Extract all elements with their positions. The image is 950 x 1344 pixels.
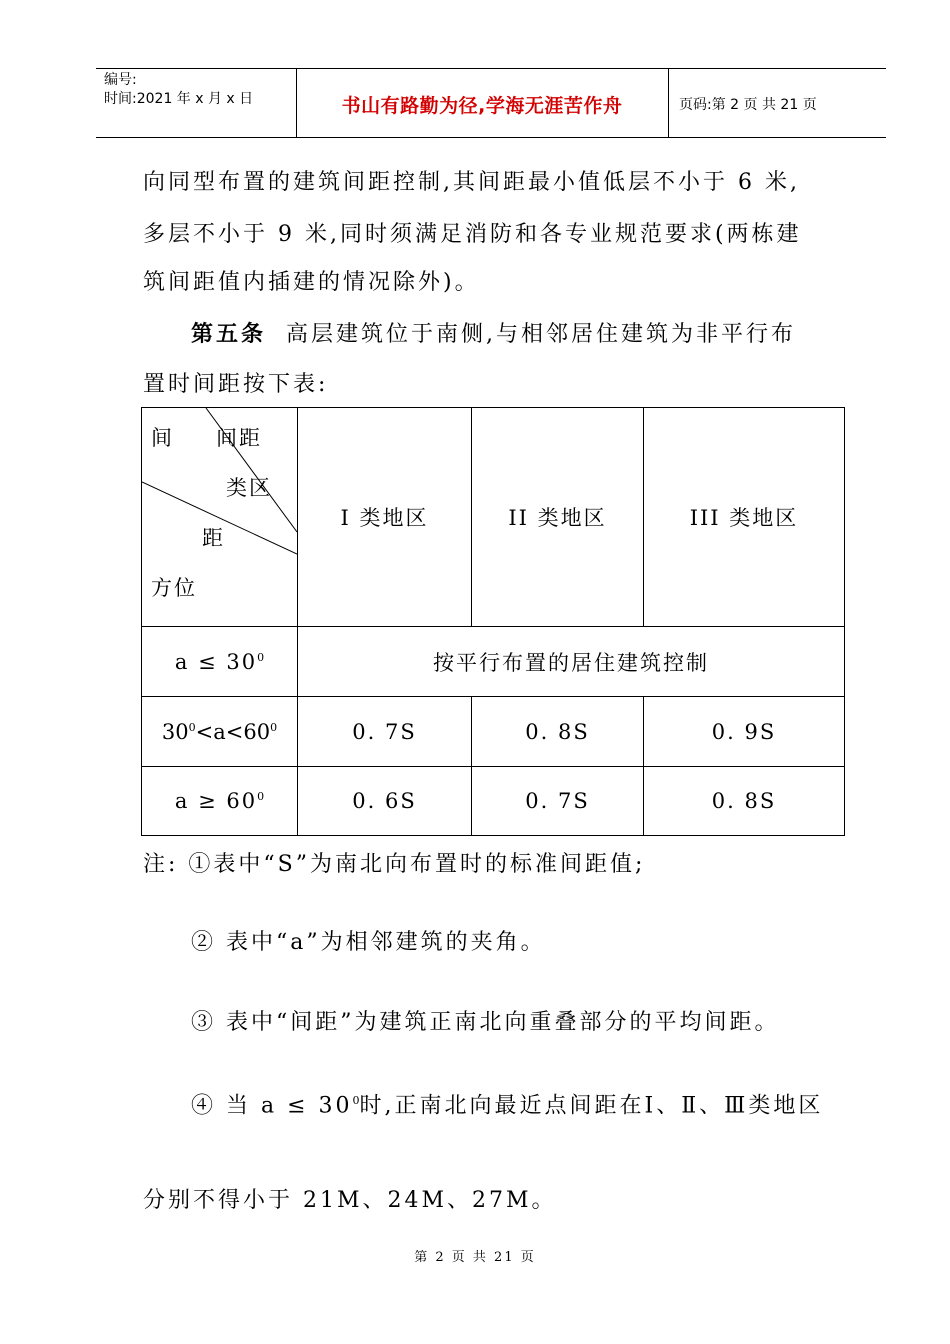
table-row: [142, 767, 845, 836]
row-label-text-post: <a<60: [195, 719, 271, 744]
note-1: 注: ①表中“S”为南北向布置时的标准间距值;: [143, 852, 646, 877]
header-cell-zone-2: II 类地区: [472, 408, 644, 627]
corner-text-mid: 距: [202, 526, 225, 550]
note-5: 分别不得小于 21M、24M、27M。: [143, 1188, 557, 1213]
row-label: [142, 697, 298, 767]
corner-text-top-right: 间距: [216, 426, 262, 450]
value-cell: 0. 7S: [298, 697, 472, 767]
spacing-table: [141, 407, 845, 836]
row-label-sup-2: 0: [270, 720, 278, 734]
header-number-label: 编号:: [104, 72, 137, 88]
article-title: 第五条: [191, 322, 267, 347]
table-row: [142, 627, 845, 697]
row-label-text: 30: [161, 719, 189, 744]
row-label: [142, 767, 298, 836]
paragraph-line-2: 多层不小于 9 米,同时须满足消防和各专业规范要求(两栋建: [143, 222, 802, 247]
header-motto: 书山有路勤为径,学海无涯苦作舟: [341, 95, 623, 117]
header-divider-right: [668, 69, 669, 137]
header-cell-zone-3: III 类地区: [644, 408, 845, 627]
table-header-row: [142, 408, 845, 627]
table-corner-cell: [142, 408, 298, 627]
paragraph-line-1: 向同型布置的建筑间距控制,其间距最小值低层不小于 6 米,: [143, 170, 800, 195]
note-4-sup: 0: [352, 1094, 360, 1107]
value-cell: 0. 9S: [644, 697, 845, 767]
note-2: ② 表中“a”为相邻建筑的夹角。: [191, 930, 546, 955]
row-label: [142, 627, 298, 697]
note-4-text-post: 时,正南北向最近点间距在Ⅰ、Ⅱ、Ⅲ类地区: [359, 1093, 824, 1119]
document-header: [96, 68, 886, 138]
value-cell: 0. 8S: [472, 697, 644, 767]
value-cell: 0. 7S: [472, 767, 644, 836]
page-footer: 第 2 页 共 21 页: [414, 1250, 536, 1265]
header-page-label: 页码:第 2 页 共 21 页: [679, 97, 817, 113]
paragraph-line-3: 筑间距值内插建的情况除外)。: [143, 270, 480, 295]
value-cell: 0. 6S: [298, 767, 472, 836]
corner-text-mid-right: 类区: [226, 476, 272, 500]
article-text-1: 高层建筑位于南侧,与相邻居住建筑为非平行布: [286, 322, 797, 347]
article-line-1: [191, 320, 796, 350]
corner-diagonal: [142, 408, 297, 626]
merged-cell: 按平行布置的居住建筑控制: [298, 627, 845, 697]
header-cell-zone-1: I 类地区: [298, 408, 472, 627]
corner-text-bottom-left: 方位: [151, 576, 197, 600]
note-4: [191, 1086, 823, 1121]
row-label-text: a ≥ 60: [174, 789, 258, 813]
row-label-sup: 0: [257, 790, 265, 803]
table-row: [142, 697, 845, 767]
row-label-sup: 0: [257, 650, 265, 664]
header-time-label: 时间:2021 年 x 月 x 日: [104, 91, 254, 107]
note-3: ③ 表中“间距”为建筑正南北向重叠部分的平均间距。: [191, 1010, 780, 1035]
row-label-sup: 0: [188, 720, 196, 734]
note-4-text: ④ 当 a ≤ 30: [191, 1093, 353, 1119]
row-label-text: a ≤ 30: [174, 649, 258, 674]
value-cell: 0. 8S: [644, 767, 845, 836]
header-meta: [104, 71, 253, 109]
article-line-2: 置时间距按下表:: [143, 372, 329, 397]
corner-text-top-left: 间: [151, 426, 174, 450]
